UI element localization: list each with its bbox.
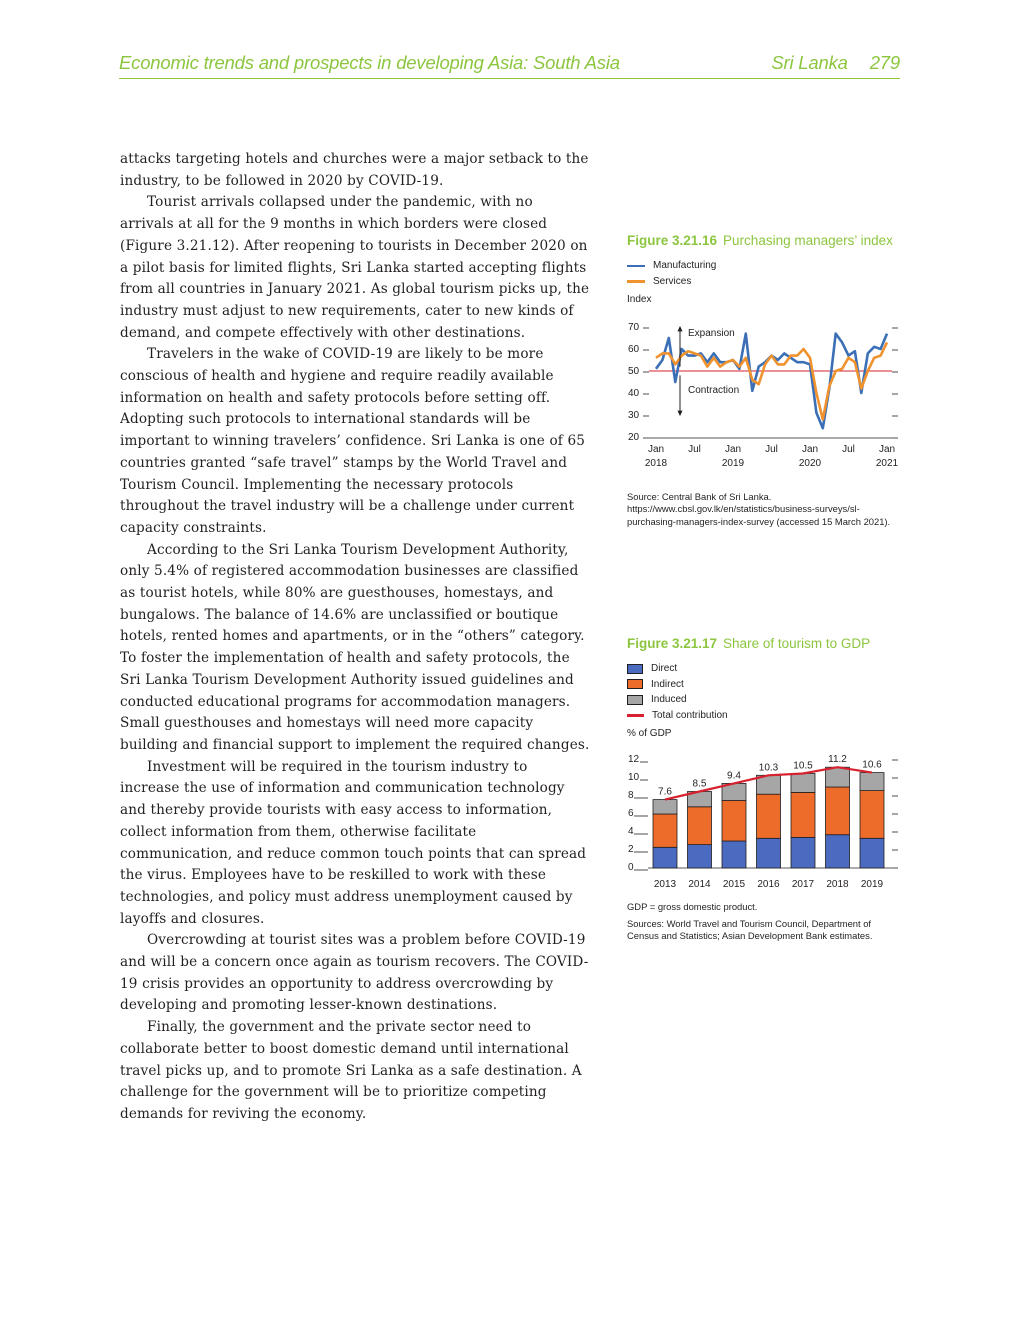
x-tick-label: 2016 [757,879,780,890]
figure-tourism-gdp [627,636,905,942]
data-label: 9.4 [727,770,741,782]
y-tick-label: 0 [628,862,634,873]
legend-item-indirect [627,677,905,693]
figure-pmi [627,233,905,527]
paragraph: Investment will be required in the tourism industry to increase the use of information and communication technology and thereby provide tourists with easy access to information, collect information from them, otherwise facilitate communication, and reduce common touch points that can spread the virus. Employees have to be reskilled to work with these technologies, and policy must address unemployment caused by layoffs and closures. [120,758,587,927]
figure-note: GDP = gross domestic product. [627,901,758,912]
bar-segment-direct [826,835,850,868]
pmi-line-chart [620,316,900,476]
bar-segment-indirect [826,787,850,835]
x-tick-year: 2018 [644,458,668,469]
chapter-title: Economic trends and prospects in developing Asia: South Asia [119,52,620,73]
paragraph: According to the Sri Lanka Tourism Development Authority, only 5.4% of registered accommodation businesses are classified as tourist hotels, while 80% are guesthouses, homestays, and bungalows. The balance of 14.6% are unclassified or boutique hotels, rented homes and apartments, or in the “others” category. To foster the implementation of health and safety protocols, the Sri Lanka Tourism Development Authority issued guidelines and conducted educational programs for accommodation managers. Small guesthouses and homestays will need more capacity building and financial support to implement the required changes. [120,541,590,753]
annotation-contraction: Contraction [688,385,740,396]
x-tick-label: Jul [842,444,855,455]
bar-segment-induced [653,800,677,814]
paragraph: Overcrowding at tourist sites was a problem before COVID-19 and will be a concern once again as tourism recovers. The COVID-19 crisis provides an opportunity to address overcrowding by developing and promoting lesser-known destinations. [120,932,589,1014]
y-axis-unit: Index [627,294,652,305]
bar-segment-induced [826,767,850,787]
bar-segment-direct [757,838,781,868]
y-axis-unit: % of GDP [627,728,672,739]
y-tick-label: 8 [628,790,634,801]
body-text-column [120,149,590,1126]
bar-segment-indirect [791,792,815,837]
figure-title [627,233,905,248]
data-label: 10.5 [793,760,813,772]
bar-segment-induced [791,774,815,793]
chart-legend [627,258,905,289]
legend-line-icon [627,265,645,268]
y-tick-label: 12 [628,754,640,765]
bar-segment-direct [653,847,677,868]
paragraph: attacks targeting hotels and churches were a major setback to the industry, to be followed in 2020 by COVID-19. [120,151,589,189]
legend-item-induced [627,692,905,708]
y-tick-label: 2 [628,844,634,855]
bar-segment-indirect [860,791,884,839]
x-tick-label: 2013 [653,879,677,890]
x-tick-label: 2018 [826,879,849,890]
y-tick-label: 40 [628,388,640,399]
y-tick-label: 30 [628,410,640,421]
legend-label: Manufacturing [653,260,717,272]
data-label: 10.3 [758,762,779,774]
x-tick-label: Jan [724,444,742,455]
data-label: 7.6 [658,786,672,798]
bar-segment-direct [791,837,815,868]
legend-line-icon [627,714,644,717]
x-tick-label: Jul [688,444,701,455]
figure-source: Sources: World Travel and Tourism Council, Department of Census and Statistics; Asian Development Bank estimates. [627,918,873,942]
legend-line-icon [627,280,645,283]
tourism-gdp-stacked-bar-chart [620,752,900,897]
y-tick-label: 70 [628,322,640,333]
legend-item-total [627,708,905,724]
y-tick-label: 6 [628,808,634,819]
figure-caption: Purchasing managers’ index [723,233,893,248]
y-tick-label: 4 [628,826,634,837]
y-tick-label: 10 [628,772,640,783]
x-tick-label: Jul [765,444,778,455]
header-right [771,52,900,74]
bar-segment-direct [688,845,712,868]
y-tick-label: 50 [628,366,640,377]
legend-label: Total contribution [652,709,728,721]
series-line-manufacturing [656,334,887,429]
x-tick-year: 2021 [875,458,899,469]
figure-source: Source: Central Bank of Sri Lanka. https://www.cbsl.gov.lk/en/statistics/business-surveys/sl-purchasing-managers-index-survey (accessed 15 March 2021). [627,491,891,527]
x-tick-year: 2020 [798,458,822,469]
x-tick-label: 2019 [860,879,884,890]
paragraph: Tourist arrivals collapsed under the pandemic, with no arrivals at all for the 9 months in which borders were closed (Figure 3.21.12). After reopening to tourists in December 2020 on a pilot basis for limited flights, Sri Lanka started accepting flights from all countries in January 2021. As global tourism picks up, the industry must adjust to new requirements, cater to new kinds of demand, and compete effectively with other destinations. [120,194,590,341]
bar-segment-direct [722,841,746,868]
running-header [119,50,900,79]
data-label: 11.2 [828,754,847,766]
legend-label: Direct [651,663,678,675]
legend-label: Indirect [651,678,684,690]
legend-label: Induced [651,694,687,706]
country-name: Sri Lanka [771,52,848,73]
figure-caption: Share of tourism to GDP [723,636,871,651]
x-tick-label: 2014 [688,879,711,890]
figure-number: Figure 3.21.16 [627,233,718,248]
data-label: 8.5 [692,778,707,790]
chart-legend [627,661,905,723]
bar-segment-induced [860,773,884,791]
page-number: 279 [869,52,900,73]
bar-segment-indirect [757,794,781,838]
bar-segment-indirect [688,807,712,845]
y-tick-label: 60 [628,344,640,355]
x-tick-year: 2019 [721,458,745,469]
legend-box-icon [627,664,643,674]
legend-box-icon [627,679,643,689]
legend-item-manufacturing [627,258,905,274]
bar-segment-indirect [653,814,677,847]
paragraph: Finally, the government and the private sector need to collaborate better to boost domestic demand until international travel picks up, and to promote Sri Lanka as a safe destination. A challenge for the government will be to prioritize competing demands for reviving the economy. [120,1019,582,1122]
annotation-expansion: Expansion [688,327,735,339]
paragraph: Travelers in the wake of COVID-19 are likely to be more conscious of health and hygiene and require readily available information on health and safety protocols before setting off. Adopting such protocols to international standards will be important to winning travelers’ confidence. Sri Lanka is one of 65 countries granted “safe travel” stamps by the World Travel and Tourism Council. Implementing the necessary protocols throughout the travel industry will be a challenge under current capacity constraints. [120,346,586,536]
x-tick-label: Jan [647,444,665,455]
x-tick-label: Jan [801,444,819,455]
y-tick-label: 20 [628,432,640,443]
legend-item-direct [627,661,905,677]
x-tick-label: Jan [878,444,896,455]
x-tick-label: 2015 [722,879,746,890]
figure-title [627,636,905,651]
x-tick-label: 2017 [791,879,815,890]
legend-label: Services [653,275,692,287]
legend-box-icon [627,695,643,705]
legend-item-services [627,274,905,290]
data-label: 10.6 [862,759,882,771]
bar-segment-indirect [722,801,746,842]
figure-number: Figure 3.21.17 [627,636,718,651]
bar-segment-direct [860,838,884,868]
